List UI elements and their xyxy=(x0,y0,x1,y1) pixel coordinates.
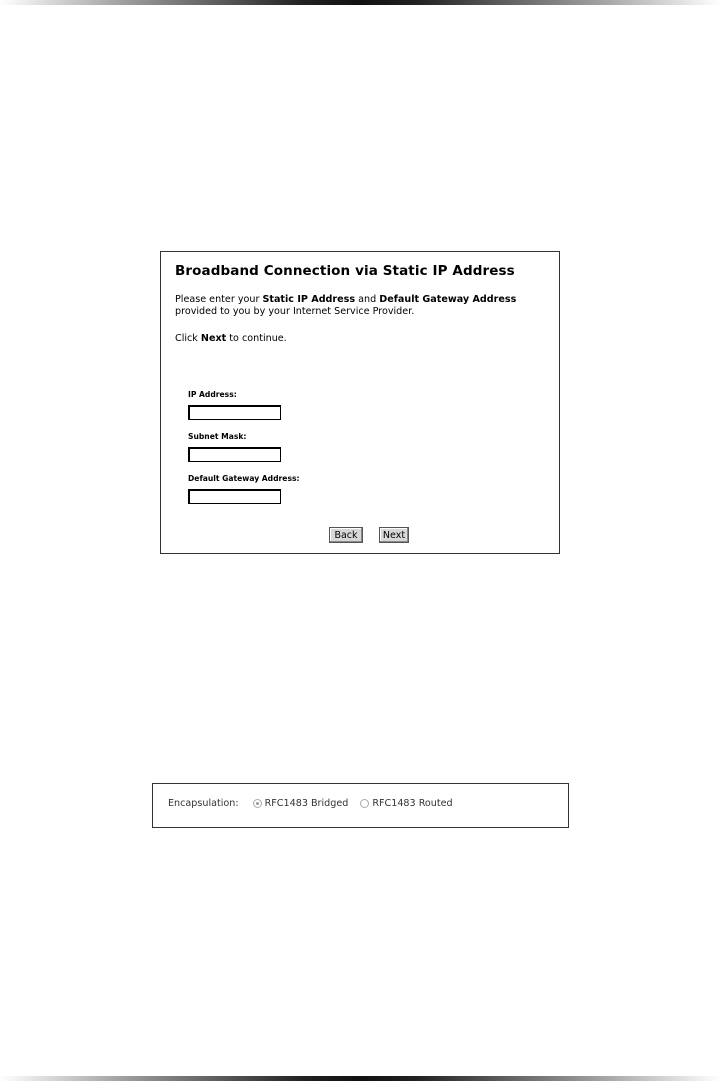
intro-bold-static-ip: Static IP Address xyxy=(262,294,356,305)
radio-bridged-label: RFC1483 Bridged xyxy=(264,798,349,809)
intro-bold-gateway: Default Gateway Address xyxy=(379,294,517,305)
encapsulation-panel xyxy=(152,783,569,828)
continue-instruction xyxy=(175,333,287,345)
top-decorative-bar xyxy=(0,0,720,5)
radio-routed-label: RFC1483 Routed xyxy=(372,798,453,809)
subnet-mask-label: Subnet Mask: xyxy=(188,432,247,441)
default-gateway-label: Default Gateway Address: xyxy=(188,474,300,483)
next-button[interactable]: Next xyxy=(379,527,409,543)
radio-option-bridged[interactable] xyxy=(253,798,349,809)
intro-suffix: provided to you by your Internet Service Provider. xyxy=(175,306,415,317)
radio-routed[interactable] xyxy=(360,799,369,808)
instructions-text xyxy=(175,294,545,318)
subnet-mask-input[interactable] xyxy=(188,447,281,462)
static-ip-wizard-panel xyxy=(160,251,560,554)
page-title: Broadband Connection via Static IP Address xyxy=(175,263,515,279)
encapsulation-row xyxy=(168,798,465,809)
bottom-decorative-bar xyxy=(0,1076,720,1081)
back-button[interactable]: Back xyxy=(329,527,363,543)
radio-bridged[interactable] xyxy=(253,799,262,808)
radio-option-routed[interactable] xyxy=(360,798,452,809)
continue-bold: Next xyxy=(200,333,227,344)
encapsulation-label: Encapsulation: xyxy=(168,798,239,809)
intro-prefix: Please enter your xyxy=(175,294,263,305)
ip-address-input[interactable] xyxy=(188,405,281,420)
intro-middle: and xyxy=(355,294,380,305)
ip-address-label: IP Address: xyxy=(188,390,237,399)
continue-prefix: Click xyxy=(175,333,201,344)
default-gateway-input[interactable] xyxy=(188,489,281,504)
continue-suffix: to continue. xyxy=(226,333,287,344)
